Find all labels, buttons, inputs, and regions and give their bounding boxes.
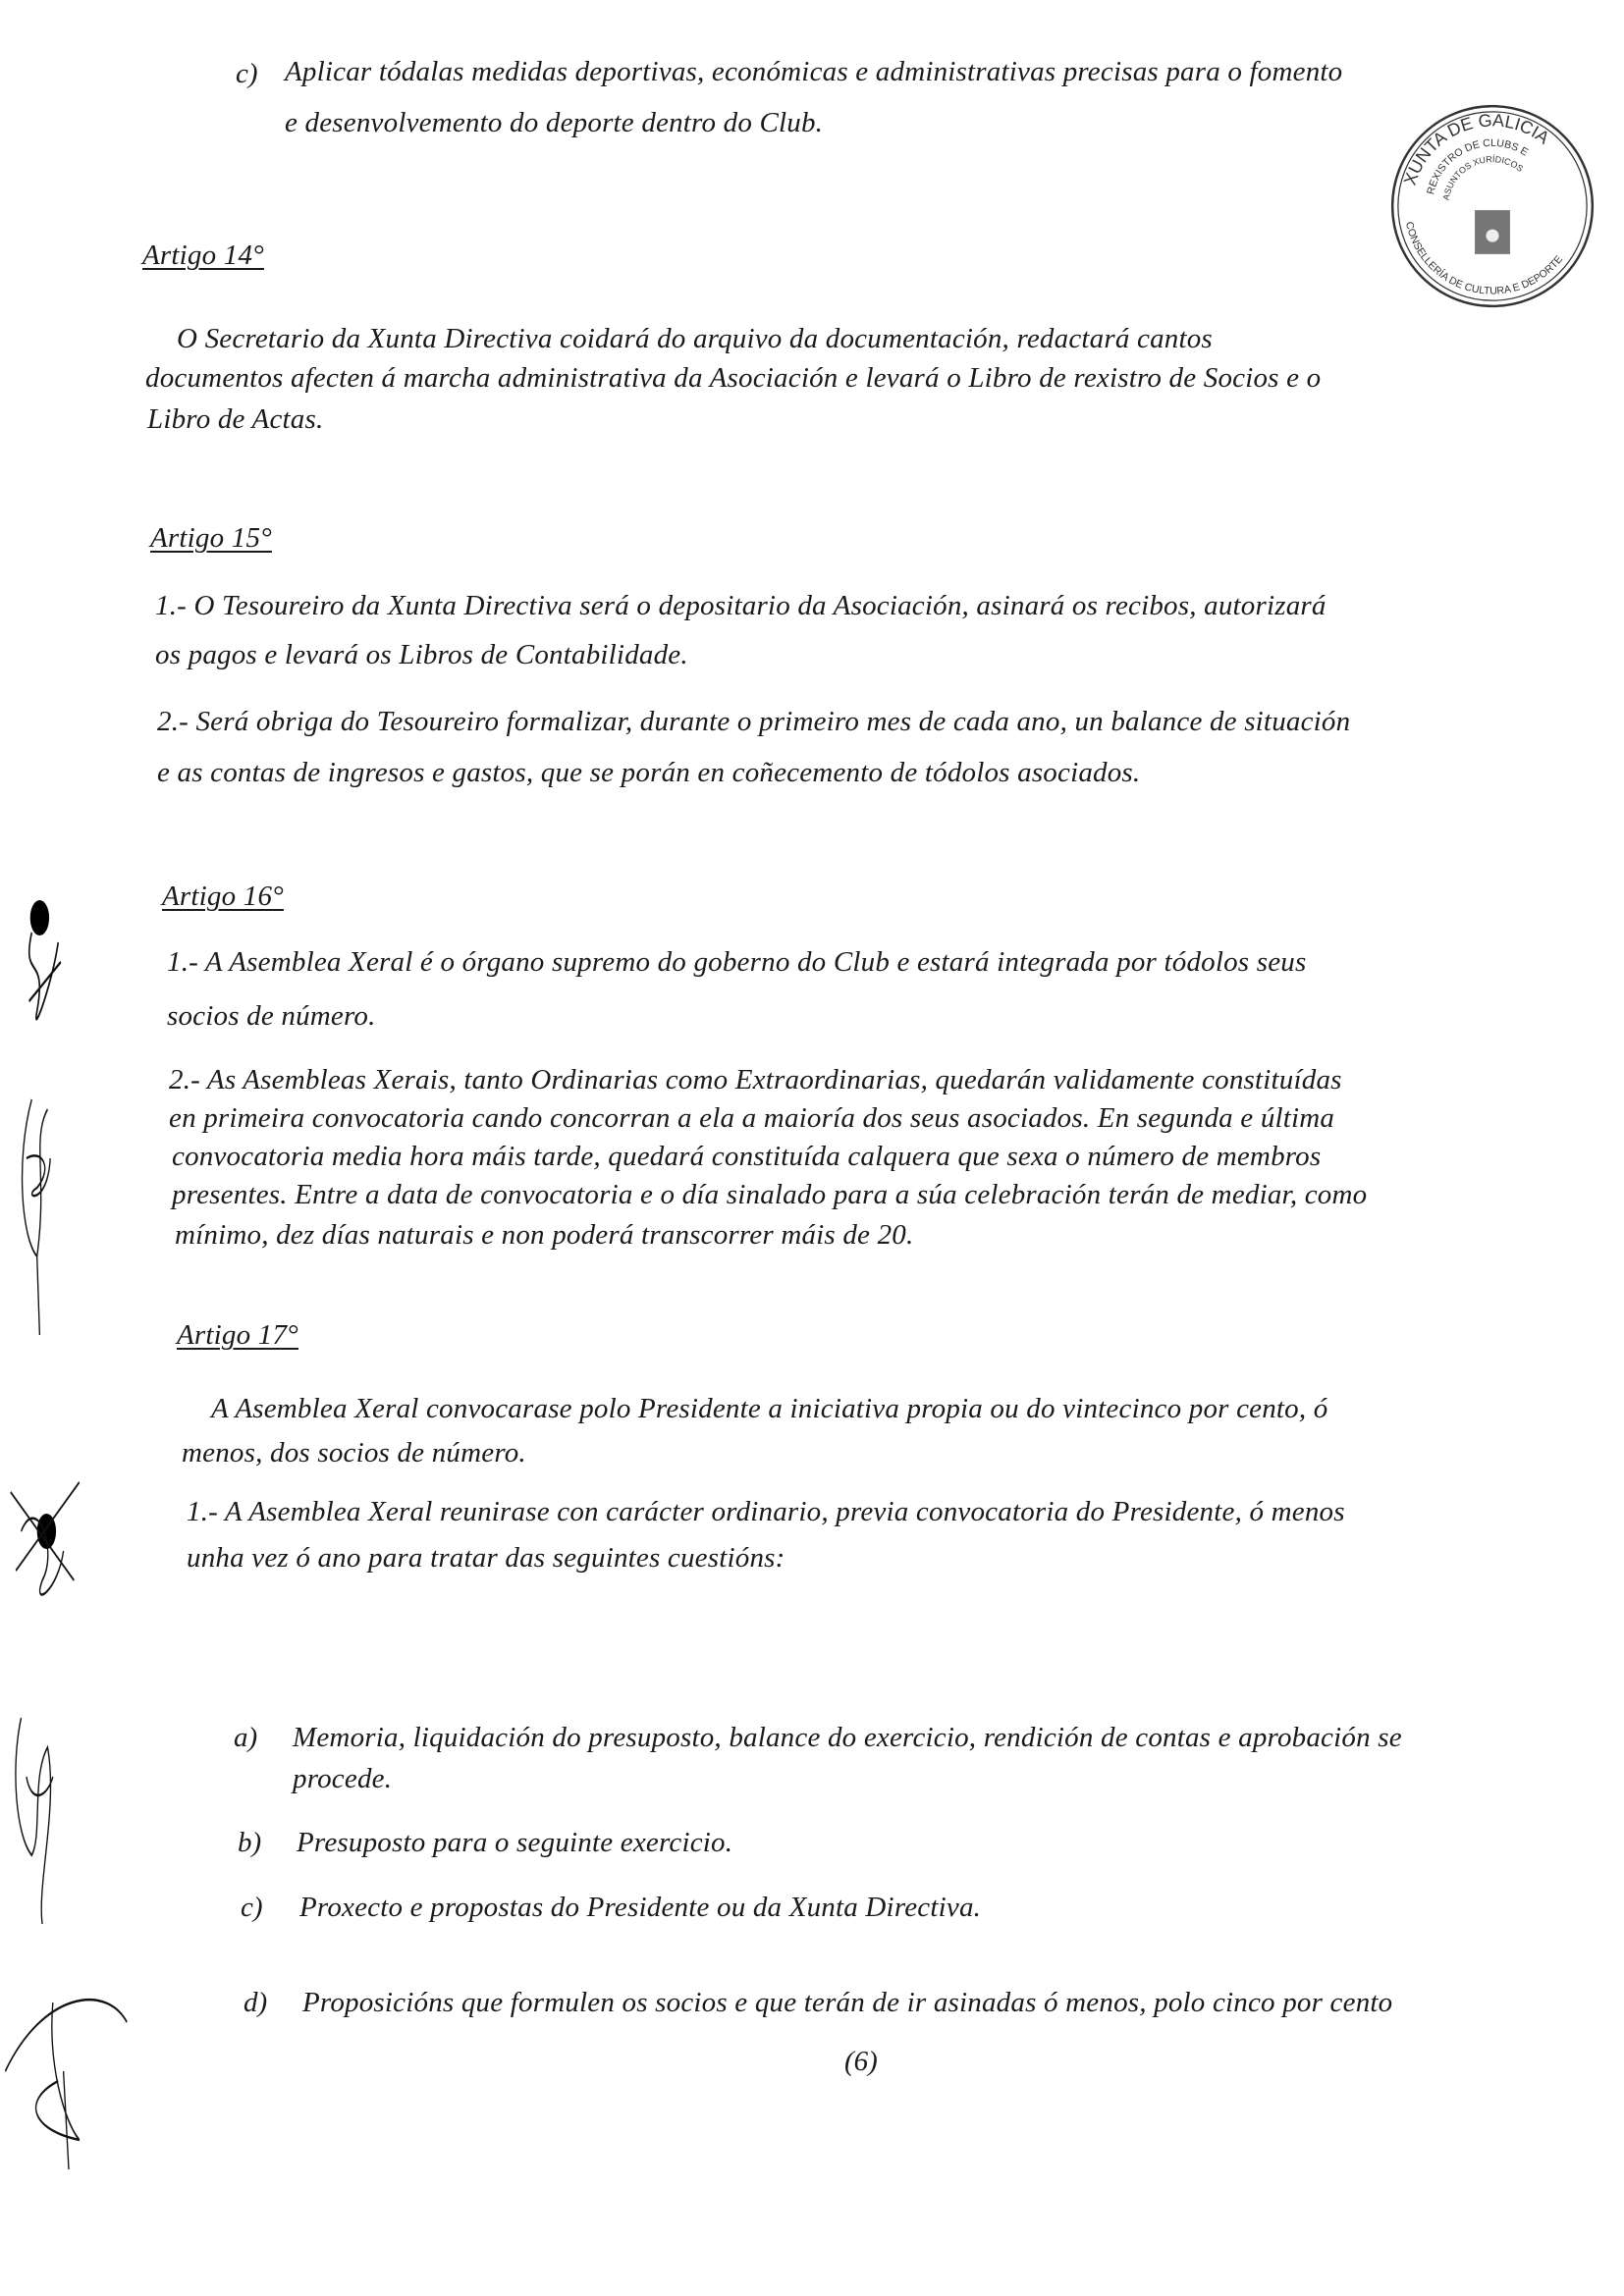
text-line: Memoria, liquidación do presuposto, balance do exercicio, rendición de contas e aprobación se [293, 1722, 1402, 1753]
margin-signatures [0, 864, 137, 2189]
item-label: c) [236, 58, 258, 89]
item-label: b) [238, 1827, 262, 1858]
signature-1 [29, 933, 61, 1019]
page-number: (6) [844, 2046, 878, 2077]
text-line: mínimo, dez días naturais e non poderá transcorrer máis de 20. [175, 1219, 914, 1251]
text-line: O Secretario da Xunta Directiva coidará do arquivo da documentación, redactará cantos [177, 323, 1213, 354]
ink-dot [30, 900, 49, 935]
text-line: unha vez ó ano para tratar das seguintes cuestións: [187, 1542, 785, 1574]
text-line: procede. [293, 1763, 393, 1794]
text-line: 1.- A Asemblea Xeral é o órgano supremo do goberno do Club e estará integrada por tódolos seus [167, 946, 1307, 978]
text-line: Libro de Actas. [147, 403, 324, 435]
text-line: 2.- Será obriga do Tesoureiro formalizar, durante o primeiro mes de cada ano, un balance de situación [157, 706, 1351, 737]
article-heading: Artigo 14° [142, 240, 264, 271]
text-line: documentos afecten á marcha administrativa da Asociación e levará o Libro de rexistro de Socios e o [145, 362, 1322, 394]
text-line: Proxecto e propostas do Presidente ou da Xunta Directiva. [299, 1892, 982, 1923]
article-heading: Artigo 16° [162, 881, 284, 912]
article-heading: Artigo 15° [150, 522, 272, 554]
stamp-bottom-text: CONSELLERÍA DE CULTURA E DEPORTE [1402, 220, 1566, 297]
text-line: e desenvolvemento do deporte dentro do Club. [285, 107, 824, 138]
text-line: menos, dos socios de número. [182, 1437, 526, 1468]
signature-2 [23, 1099, 51, 1335]
stamp-outer-text: XUNTA DE GALICIA [1399, 110, 1553, 188]
text-line: e as contas de ingresos e gastos, que se porán en coñecemento de tódolos asociados. [157, 757, 1141, 788]
text-line: presentes. Entre a data de convocatoria e o día sinalado para a súa celebración terán de mediar, como [172, 1179, 1368, 1210]
text-line: Proposicións que formulen os socios e que terán de ir asinadas ó menos, polo cinco por cento [302, 1987, 1393, 2018]
stamp-inner-text: REXISTRO DE CLUBS E [1425, 136, 1531, 196]
item-label: c) [241, 1892, 263, 1923]
text-line: Presuposto para o seguinte exercicio. [297, 1827, 733, 1858]
text-line: 1.- O Tesoureiro da Xunta Directiva será o depositario da Asociación, asinará os recibos, autorizará [155, 590, 1326, 621]
text-line: socios de número. [167, 1000, 376, 1032]
item-label: d) [244, 1987, 268, 2018]
signature-4 [16, 1718, 53, 1924]
text-line: en primeira convocatoria cando concorran a ela a maioría dos seus asociados. En segunda e última [169, 1102, 1335, 1134]
signature-3 [11, 1482, 80, 1594]
signature-5 [5, 2000, 127, 2169]
text-line: os pagos e levará os Libros de Contabilidade. [155, 639, 688, 670]
article-heading: Artigo 17° [177, 1319, 298, 1351]
text-line: convocatoria media hora máis tarde, quedará constituída calquera que sexa o número de membros [172, 1141, 1322, 1172]
text-line: 2.- As Asembleas Xerais, tanto Ordinarias como Extraordinarias, quedarán validamente constituídas [169, 1064, 1342, 1095]
item-label: a) [234, 1722, 258, 1753]
official-stamp [1375, 98, 1610, 314]
text-line: 1.- A Asemblea Xeral reunirase con carácter ordinario, previa convocatoria do Presidente, ó menos [187, 1496, 1345, 1527]
text-line: A Asemblea Xeral convocarase polo Presidente a iniciativa propia ou do vintecinco por cento, ó [211, 1393, 1328, 1424]
stamp-inner-text-2: ASUNTOS XURÍDICOS [1440, 154, 1526, 201]
text-line: Aplicar tódalas medidas deportivas, económicas e administrativas precisas para o fomento [285, 56, 1343, 87]
